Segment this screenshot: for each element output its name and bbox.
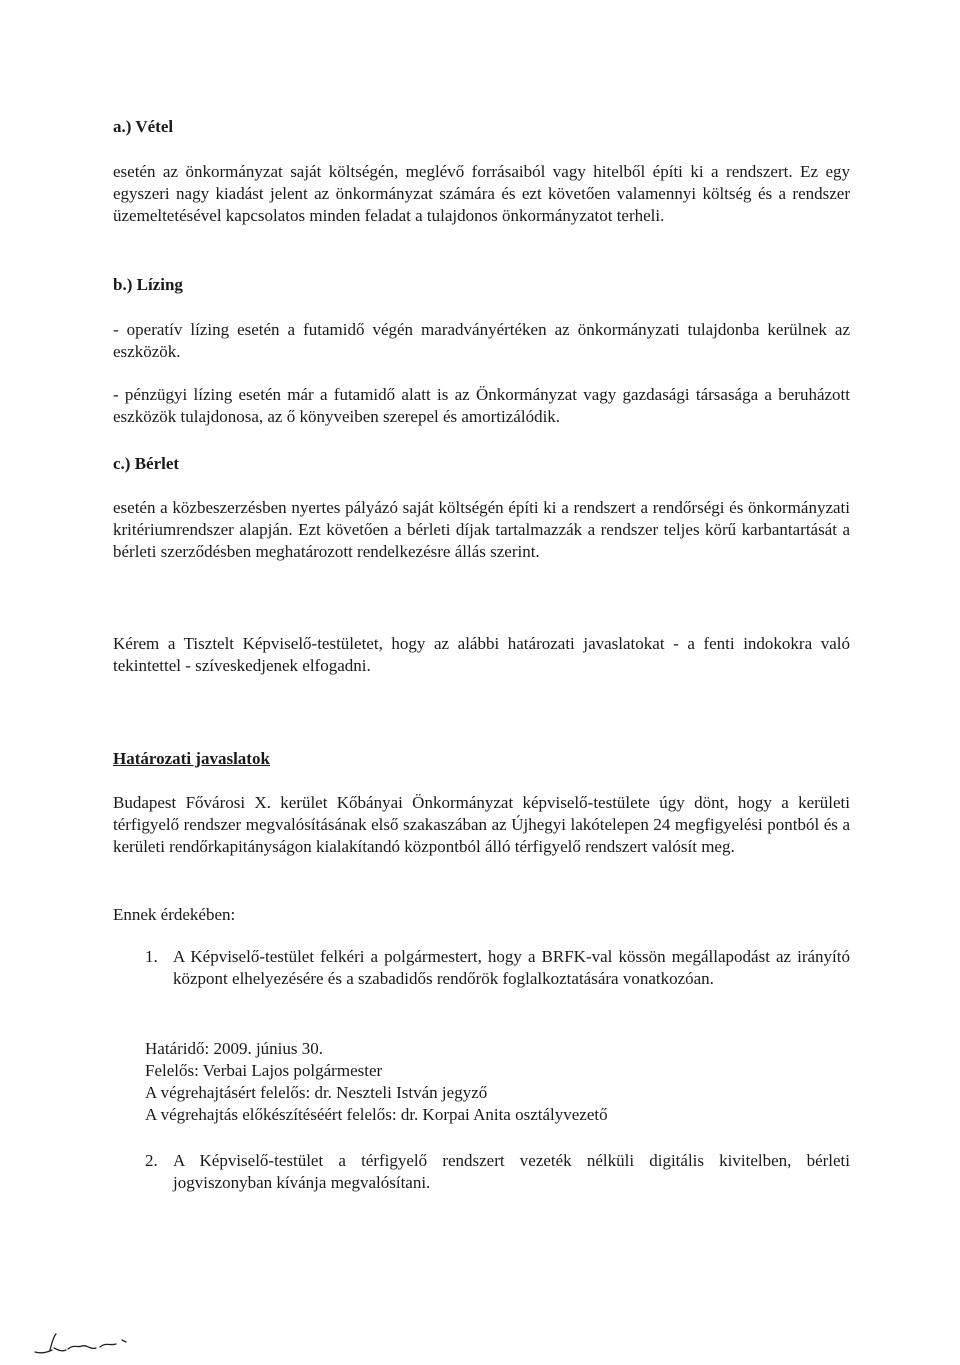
section-c-text: esetén a közbeszerzésben nyertes pályázó saját költségén építi ki a rendszert a rendőrségi és önkormányzati kritériumrendszer alapján. Ezt követően a bérleti díjak tartalmazzák a rendszer teljes körű karbantartását a bérleti szerződésben meghatározott rendelkezésre állás szerint.	[113, 498, 850, 561]
list-item-number: 2.	[145, 1151, 158, 1170]
list-item	[113, 946, 850, 990]
section-a-text: esetén az önkormányzat saját költségén, meglévő forrásaiból vagy hitelből építi ki a rendszert. Ez egy egyszeri nagy kiadást jelent az önkormányzat számára és ezt követően valamennyi költség és a rendszer üzemeltetésével kapcsolatos minden feladat a tulajdonos önkormányzatot terheli.	[113, 162, 850, 225]
responsible: Felelős: Verbai Lajos polgármester	[145, 1061, 383, 1080]
list-item-text: A Képviselő-testület a térfigyelő rendszert vezeték nélküli digitális kivitelben, bérleti jogviszonyban kívánja megvalósítani.	[173, 1151, 850, 1192]
responsibility-block	[145, 1038, 882, 1126]
list-item	[113, 1150, 850, 1194]
signature-icon	[30, 1330, 150, 1358]
section-c-heading: c.) Bérlet	[113, 454, 180, 473]
section-b-item-operative: - operatív lízing esetén a futamidő végén maradványértéken az önkormányzati tulajdonba kerülnek az eszközök.	[113, 320, 850, 361]
list-item-number: 1.	[145, 947, 158, 966]
proposals-title: Határozati javaslatok	[113, 749, 270, 768]
request-paragraph: Kérem a Tisztelt Képviselő-testületet, hogy az alábbi határozati javaslatokat - a fenti indokokra való tekintettel - szíveskedjenek elfogadni.	[113, 634, 850, 675]
deadline: Határidő: 2009. június 30.	[145, 1039, 324, 1058]
section-b-item-financial: - pénzügyi lízing esetén már a futamidő alatt is az Önkormányzat vagy gazdasági társasága a beruházott eszközök tulajdonosa, az ő könyveiben szerepel és amortizálódik.	[113, 385, 850, 426]
exec-responsible: A végrehajtásért felelős: dr. Neszteli István jegyző	[145, 1083, 488, 1102]
proposal-list-1	[113, 946, 850, 990]
proposal-list-2	[113, 1150, 850, 1194]
section-a-heading: a.) Vétel	[113, 117, 174, 136]
ennek-erdekeben: Ennek érdekében:	[113, 905, 236, 924]
list-item-text: A Képviselő-testület felkéri a polgármestert, hogy a BRFK-val kössön megállapodást az irányító központ elhelyezésére és a szabadidős rendőrök foglalkoztatására vonatkozóan.	[173, 947, 850, 988]
proposals-intro: Budapest Fővárosi X. kerület Kőbányai Önkormányzat képviselő-testülete úgy dönt, hogy a kerületi térfigyelő rendszer megvalósításának első szakaszában az Újhegyi lakótelepen 24 megfigyelési pontból és a kerületi rendőrkapitányságon kialakítandó központból álló térfigyelő rendszert valósít meg.	[113, 793, 850, 856]
prep-responsible: A végrehajtás előkészítéséért felelős: dr. Korpai Anita osztályvezető	[145, 1105, 608, 1124]
section-b-heading: b.) Lízing	[113, 275, 183, 294]
